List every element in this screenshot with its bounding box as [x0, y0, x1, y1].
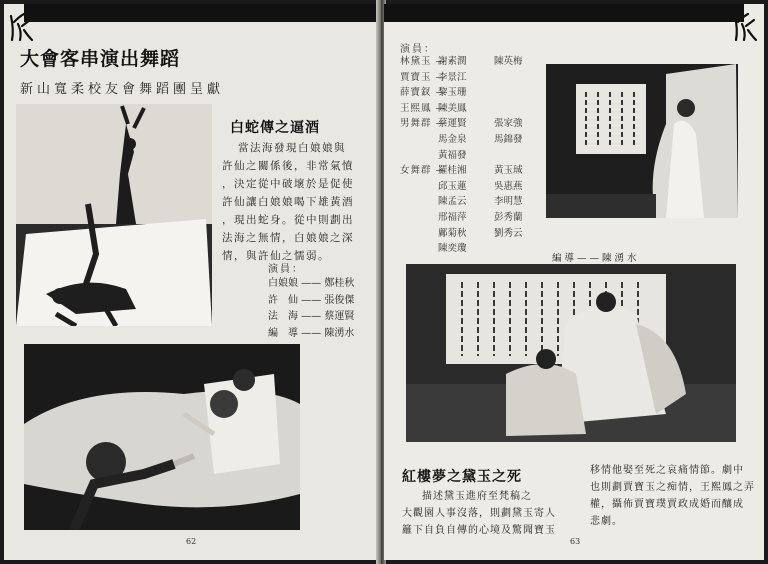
paragraph-line: 大觀園人事沒落，則劃黛玉寄人 — [402, 508, 556, 519]
cast-actor: 吳惠燕 — [494, 180, 523, 192]
cast-row — [400, 226, 542, 242]
paragraph-line: 移情他娶至死之哀痛情節。劇中 — [590, 465, 744, 476]
cast-row — [400, 210, 542, 226]
cast-list — [400, 54, 542, 257]
cast-row — [268, 276, 354, 293]
dash: —— — [298, 294, 325, 306]
cast-role: 編 導 — [268, 327, 298, 339]
section-paragraph-right — [590, 462, 760, 530]
left-page — [4, 4, 378, 560]
photo-red-chamber-scene — [406, 264, 736, 442]
cast-role: 女舞群 — — [400, 165, 447, 177]
section-title: 紅樓夢之黛玉之死 — [402, 469, 522, 485]
cast-row — [400, 54, 542, 70]
cast-row — [400, 85, 542, 101]
cast-role: 法 海 — [268, 311, 298, 322]
paragraph-line: 描述黛玉進府至梵稿之 — [422, 491, 532, 502]
section-paragraph — [222, 139, 372, 265]
dash: —— — [298, 311, 325, 322]
cast-actor: 彭秀蘭 — [494, 211, 523, 223]
dance-photo-1-image — [16, 104, 212, 326]
cast-actor: 黃玉珹 — [494, 165, 523, 177]
cast-actor: 張俊傑 — [324, 294, 355, 306]
cast-row — [400, 101, 542, 117]
cast-role: 薛寶釵 — — [400, 87, 447, 99]
dance-photo-2-image — [24, 344, 300, 530]
cast-label: 演員： — [400, 44, 436, 55]
cast-role: 許 仙 — [268, 294, 298, 306]
cast-actor: 李明慧 — [494, 196, 523, 208]
paragraph-line: 許仙之關係後，非常氣憤 — [222, 160, 354, 172]
page-subtitle: 新山寬柔校友會舞蹈團呈獻 — [20, 82, 225, 97]
cast-actor: 劉秀云 — [494, 227, 523, 239]
photo-dancer-calligraphy — [546, 64, 738, 218]
cast-row — [400, 70, 542, 86]
cast-actor: 張家強 — [494, 118, 523, 130]
page-number: 63 — [570, 537, 581, 546]
paragraph-line: 當法海發現白娘娘與 — [238, 142, 346, 154]
cast-row — [268, 309, 354, 326]
cast-actor: 蔡運賢 — [324, 311, 355, 322]
cast-actor: 蔡運賢 — [438, 118, 467, 130]
cast-actor: 陳奕瓊 — [438, 243, 467, 255]
cast-actor: 李景江 — [438, 71, 467, 83]
cast-row — [400, 179, 542, 195]
cast-row — [400, 194, 542, 210]
paragraph-line: 籬下自負自傳的心境及驚聞寶玉 — [402, 525, 556, 536]
cast-actor: 陳孟云 — [438, 196, 467, 208]
cast-row — [268, 326, 354, 343]
cast-role: 王熙鳳 — — [400, 102, 447, 114]
paragraph-line: 許仙讓白娘娘喝下雄黃酒 — [222, 196, 354, 208]
photo-dancers-cloth — [16, 104, 212, 326]
cast-list — [268, 276, 354, 342]
cast-actor: 馬錦發 — [494, 133, 523, 145]
cast-role: 賈寶玉 — — [400, 71, 447, 83]
cast-label: 演員： — [268, 264, 304, 275]
dance-photo-3-image — [546, 64, 738, 218]
cast-row — [400, 116, 542, 132]
section-paragraph-left — [402, 488, 582, 539]
director-caption: 編導——陳湧水 — [552, 253, 640, 264]
page-number: 62 — [186, 537, 197, 546]
paragraph-line: 情，與許仙之懦弱。 — [222, 250, 330, 262]
calligraphy-logo-icon — [8, 10, 34, 44]
cast-row — [400, 132, 542, 148]
cast-actor: 馬金泉 — [438, 133, 467, 145]
cast-actor: 陳英梅 — [494, 56, 523, 67]
cast-actor: 謝素潤 — [438, 56, 467, 67]
cast-actor: 鄺菊秋 — [438, 227, 467, 239]
cast-actor: 邱玉蓮 — [438, 180, 467, 192]
paragraph-line: 也則劃賈寶玉之痴情，王熙鳳之弄 — [590, 482, 755, 493]
cast-row — [268, 293, 354, 310]
cast-role: 白娘娘 — [268, 278, 298, 289]
dash: —— — [298, 327, 325, 339]
cast-role: 林黛玉 — — [400, 56, 447, 67]
cast-role: 男舞群 — — [400, 118, 447, 130]
dance-photo-4-image — [406, 264, 736, 442]
header-bar — [24, 4, 378, 22]
calligraphy-logo-icon — [732, 10, 758, 44]
paragraph-line: 法海之無情，白娘娘之深 — [222, 232, 354, 244]
cast-row — [400, 241, 542, 257]
paragraph-line: ，現出蛇身。從中則劃出 — [222, 214, 354, 226]
paragraph-line: 權，攝佈賈寶璞賈政成婚而釀成 — [590, 499, 744, 510]
paragraph-line: ，決定從中破壞於是促使 — [222, 178, 354, 190]
cast-actor: 邢福萍 — [438, 211, 467, 223]
paragraph-line: 悲劇。 — [590, 516, 623, 527]
page-title: 大會客串演出舞蹈 — [20, 48, 181, 70]
right-page — [384, 4, 764, 560]
header-bar — [384, 4, 744, 22]
cast-actor: 黃福發 — [438, 149, 467, 161]
cast-actor: 鄭桂秋 — [324, 278, 355, 289]
cast-actor: 陳湧水 — [324, 327, 355, 339]
cast-actor: 陳美鳳 — [438, 102, 467, 114]
cast-actor: 黎玉珊 — [438, 87, 467, 99]
photo-dancers-sheet — [24, 344, 300, 530]
dash: —— — [298, 278, 325, 289]
cast-actor: 羅桂湘 — [438, 165, 467, 177]
section-title: 白蛇傳之逼酒 — [230, 120, 320, 136]
cast-row — [400, 163, 542, 179]
cast-row — [400, 148, 542, 164]
